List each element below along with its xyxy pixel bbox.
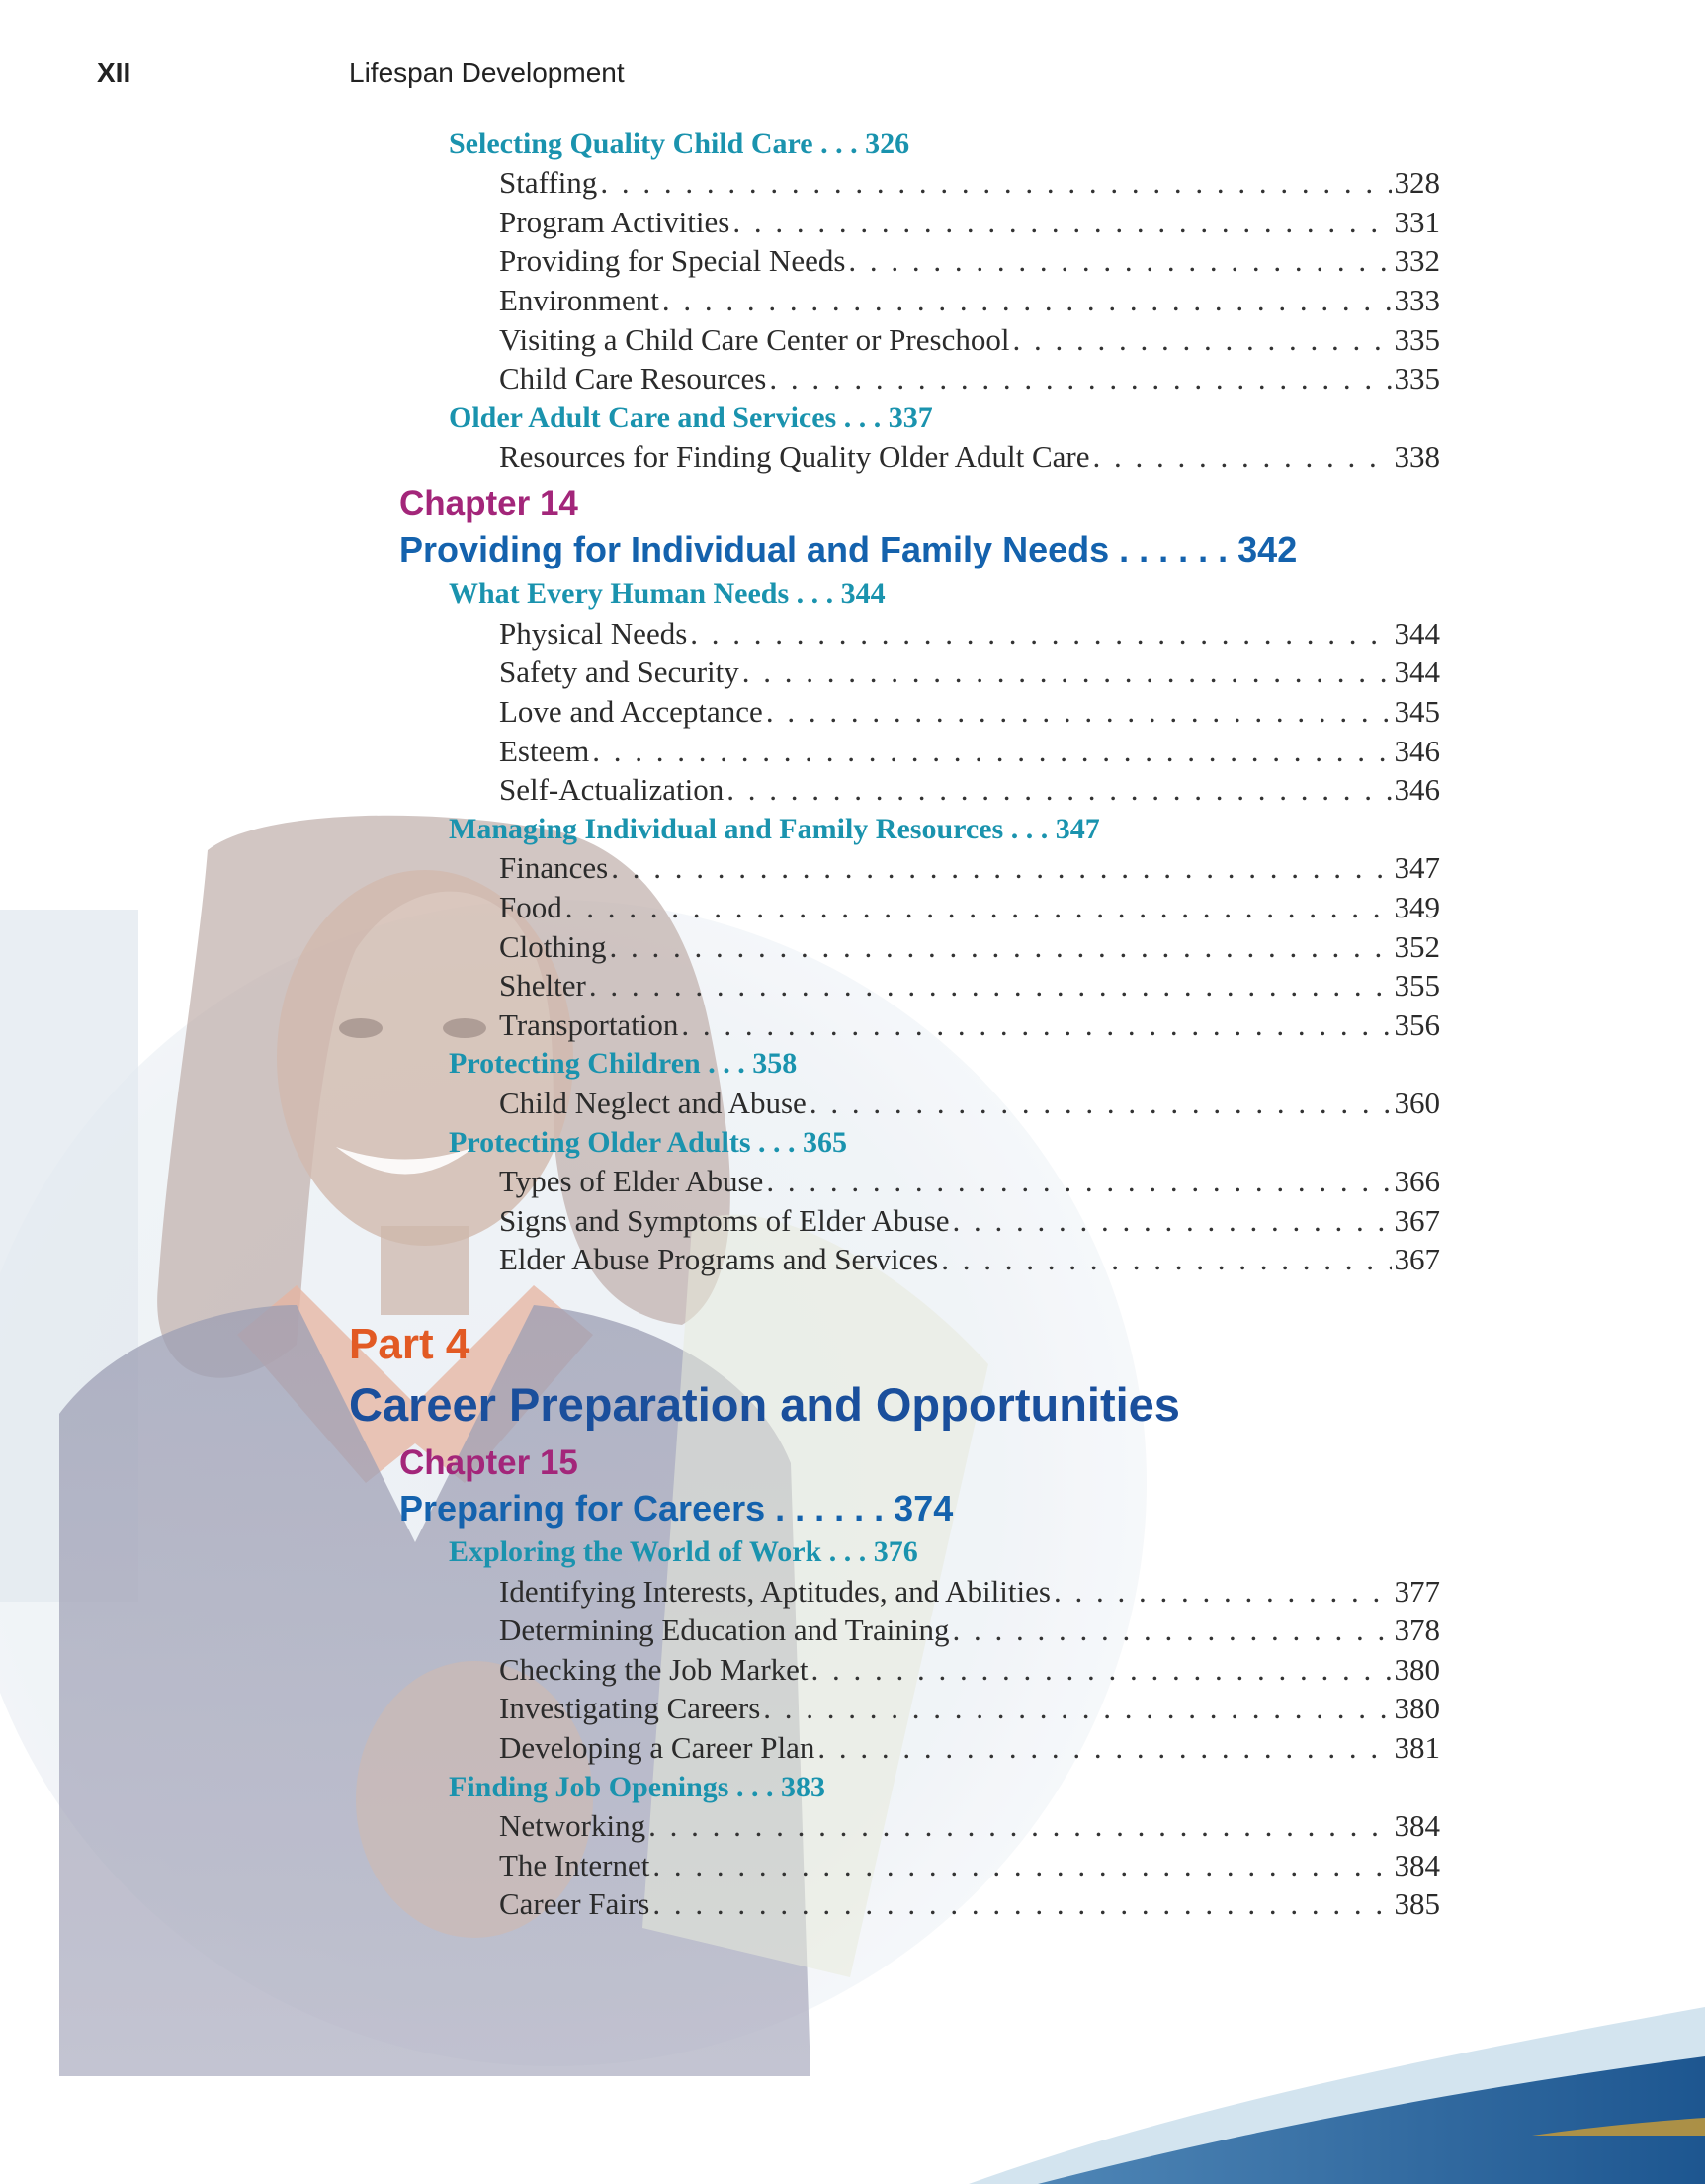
toc-section-heading[interactable]: Protecting Older Adults . . . 365 bbox=[449, 1126, 848, 1159]
toc-entry-title: Clothing bbox=[499, 929, 607, 964]
dot-leader bbox=[766, 1162, 1391, 1201]
dot-leader bbox=[652, 1846, 1391, 1885]
toc-entry-title: Staffing bbox=[499, 165, 598, 200]
toc-entry-page: 335 bbox=[1394, 361, 1440, 395]
chapter-number: Chapter 14 bbox=[399, 484, 578, 523]
toc-entry-page: 346 bbox=[1394, 734, 1440, 768]
toc-entry[interactable] bbox=[499, 1728, 1440, 1768]
running-header bbox=[0, 57, 1705, 97]
toc-entry-title: Program Activities bbox=[499, 205, 730, 239]
toc-entry[interactable] bbox=[499, 1611, 1440, 1650]
toc-entry-title: Physical Needs bbox=[499, 616, 688, 651]
dot-leader bbox=[810, 1084, 1392, 1123]
toc-entry-title: Checking the Job Market bbox=[499, 1652, 809, 1687]
toc-entry[interactable] bbox=[499, 692, 1440, 732]
dot-leader bbox=[726, 770, 1391, 810]
toc-entry[interactable] bbox=[499, 241, 1440, 281]
dot-leader bbox=[763, 1689, 1391, 1728]
toc-section-heading[interactable]: Managing Individual and Family Resources . . . 347 bbox=[449, 813, 1100, 845]
toc-entry[interactable] bbox=[499, 437, 1440, 477]
toc-entry[interactable] bbox=[499, 732, 1440, 771]
toc-entry-page: 349 bbox=[1394, 890, 1440, 924]
dot-leader bbox=[952, 1611, 1391, 1650]
toc-entry[interactable] bbox=[499, 1884, 1440, 1924]
dot-leader bbox=[941, 1240, 1391, 1279]
toc-entry-page: 385 bbox=[1394, 1886, 1440, 1921]
toc-entry-title: Types of Elder Abuse bbox=[499, 1164, 764, 1198]
toc-entry-title: Love and Acceptance bbox=[499, 694, 763, 729]
toc-entry[interactable] bbox=[499, 888, 1440, 927]
toc-entry-title: Determining Education and Training bbox=[499, 1613, 950, 1647]
toc-entry[interactable] bbox=[499, 1806, 1440, 1846]
toc-entry-page: 381 bbox=[1394, 1730, 1440, 1765]
toc-entry-page: 346 bbox=[1394, 772, 1440, 807]
toc-entry[interactable] bbox=[499, 1240, 1440, 1279]
toc-entry-page: 332 bbox=[1394, 243, 1440, 278]
dot-leader bbox=[600, 163, 1391, 203]
toc-entry-page: 328 bbox=[1394, 165, 1440, 200]
dot-leader bbox=[769, 359, 1391, 398]
toc-entry-page: 367 bbox=[1394, 1242, 1440, 1276]
toc-entry[interactable] bbox=[499, 281, 1440, 320]
dot-leader bbox=[817, 1728, 1391, 1768]
dot-leader bbox=[681, 1005, 1391, 1045]
dot-leader bbox=[652, 1884, 1391, 1924]
dot-leader bbox=[1093, 437, 1392, 477]
toc-section-heading[interactable]: Protecting Children . . . 358 bbox=[449, 1047, 798, 1080]
toc-entry-page: 377 bbox=[1394, 1574, 1440, 1609]
chapter-number: Chapter 15 bbox=[399, 1443, 578, 1482]
chapter-title[interactable]: Providing for Individual and Family Needs . . . . . . 342 bbox=[399, 529, 1298, 569]
dot-leader bbox=[592, 732, 1391, 771]
toc-entry-title: Esteem bbox=[499, 734, 590, 768]
toc-entry-page: 367 bbox=[1394, 1203, 1440, 1238]
toc-entry-page: 378 bbox=[1394, 1613, 1440, 1647]
dot-leader bbox=[742, 653, 1392, 692]
dot-leader bbox=[589, 966, 1392, 1005]
toc-entry[interactable] bbox=[499, 848, 1440, 888]
toc-entry-page: 380 bbox=[1394, 1652, 1440, 1687]
toc-entry-title: Food bbox=[499, 890, 562, 924]
toc-entry[interactable] bbox=[499, 614, 1440, 654]
toc-entry[interactable] bbox=[499, 203, 1440, 242]
dot-leader bbox=[732, 203, 1391, 242]
dot-leader bbox=[953, 1201, 1392, 1241]
part-number: Part 4 bbox=[349, 1320, 470, 1368]
toc-entry[interactable] bbox=[499, 653, 1440, 692]
toc-entry-page: 345 bbox=[1394, 694, 1440, 729]
dot-leader bbox=[662, 281, 1392, 320]
chapter-title[interactable]: Preparing for Careers . . . . . . 374 bbox=[399, 1488, 954, 1529]
dot-leader bbox=[610, 927, 1392, 967]
toc-entry-page: 338 bbox=[1394, 439, 1440, 474]
dot-leader bbox=[648, 1806, 1391, 1846]
toc-entry-title: Resources for Finding Quality Older Adult Care bbox=[499, 439, 1090, 474]
toc-section-heading[interactable]: Selecting Quality Child Care . . . 326 bbox=[449, 128, 910, 160]
toc-entry-page: 355 bbox=[1394, 968, 1440, 1003]
toc-entry-page: 366 bbox=[1394, 1164, 1440, 1198]
dot-leader bbox=[811, 1650, 1392, 1690]
toc-entry[interactable] bbox=[499, 1572, 1440, 1612]
toc-entry-title: Child Neglect and Abuse bbox=[499, 1086, 807, 1120]
toc-entry-page: 380 bbox=[1394, 1691, 1440, 1725]
page-folio: XII bbox=[97, 57, 131, 88]
toc-entry[interactable] bbox=[499, 966, 1440, 1005]
dot-leader bbox=[1012, 320, 1391, 360]
toc-entry[interactable] bbox=[499, 1084, 1440, 1123]
toc-entry[interactable] bbox=[499, 1689, 1440, 1728]
toc-entry[interactable] bbox=[499, 1162, 1440, 1201]
toc-entry-title: Environment bbox=[499, 283, 659, 317]
toc-entry-title: Career Fairs bbox=[499, 1886, 650, 1921]
toc-entry[interactable] bbox=[499, 359, 1440, 398]
toc-entry[interactable] bbox=[499, 1650, 1440, 1690]
toc-entry-title: Networking bbox=[499, 1808, 646, 1843]
toc-entry[interactable] bbox=[499, 927, 1440, 967]
dot-leader bbox=[690, 614, 1391, 654]
toc-section-heading[interactable]: Exploring the World of Work . . . 376 bbox=[449, 1535, 918, 1568]
dot-leader bbox=[848, 241, 1391, 281]
toc-entry-page: 356 bbox=[1394, 1007, 1440, 1042]
toc-entry[interactable] bbox=[499, 163, 1440, 203]
dot-leader bbox=[565, 888, 1392, 927]
toc-entry[interactable] bbox=[499, 1846, 1440, 1885]
toc-entry-page: 333 bbox=[1394, 283, 1440, 317]
toc-entry[interactable] bbox=[499, 1201, 1440, 1241]
toc-section-heading[interactable]: What Every Human Needs . . . 344 bbox=[449, 577, 886, 610]
dot-leader bbox=[611, 848, 1391, 888]
part-title[interactable]: Career Preparation and Opportunities bbox=[349, 1378, 1180, 1431]
toc-entry-page: 360 bbox=[1394, 1086, 1440, 1120]
toc-entry-title: Self-Actualization bbox=[499, 772, 725, 807]
toc-entry-title: The Internet bbox=[499, 1848, 650, 1882]
toc-entry-title: Shelter bbox=[499, 968, 586, 1003]
toc-entry-title: Developing a Career Plan bbox=[499, 1730, 815, 1765]
toc-entry-page: 344 bbox=[1394, 616, 1440, 651]
toc-entry-page: 347 bbox=[1394, 850, 1440, 885]
toc-entry[interactable] bbox=[499, 320, 1440, 360]
toc-entry-title: Transportation bbox=[499, 1007, 679, 1042]
toc-entry-page: 352 bbox=[1394, 929, 1440, 964]
toc-entry-page: 344 bbox=[1394, 655, 1440, 689]
toc-section-heading[interactable]: Finding Job Openings . . . 383 bbox=[449, 1771, 825, 1803]
toc-entry-title: Providing for Special Needs bbox=[499, 243, 846, 278]
dot-leader bbox=[1054, 1572, 1392, 1612]
toc-entry-title: Finances bbox=[499, 850, 609, 885]
dot-leader bbox=[766, 692, 1392, 732]
toc-entry-title: Visiting a Child Care Center or Preschool bbox=[499, 322, 1010, 357]
toc-entry-title: Signs and Symptoms of Elder Abuse bbox=[499, 1203, 950, 1238]
book-title: Lifespan Development bbox=[349, 57, 625, 88]
toc-entry-page: 331 bbox=[1394, 205, 1440, 239]
toc-section-heading[interactable]: Older Adult Care and Services . . . 337 bbox=[449, 401, 933, 434]
toc-entry-title: Identifying Interests, Aptitudes, and Abilities bbox=[499, 1574, 1051, 1609]
toc-entry-title: Safety and Security bbox=[499, 655, 739, 689]
toc-entry-page: 335 bbox=[1394, 322, 1440, 357]
toc-entry[interactable] bbox=[499, 1005, 1440, 1045]
toc-entry-title: Investigating Careers bbox=[499, 1691, 761, 1725]
toc-entry-title: Elder Abuse Programs and Services bbox=[499, 1242, 939, 1276]
toc-entry[interactable] bbox=[499, 770, 1440, 810]
toc-entry-title: Child Care Resources bbox=[499, 361, 767, 395]
toc-entry-page: 384 bbox=[1394, 1808, 1440, 1843]
toc-entry-page: 384 bbox=[1394, 1848, 1440, 1882]
